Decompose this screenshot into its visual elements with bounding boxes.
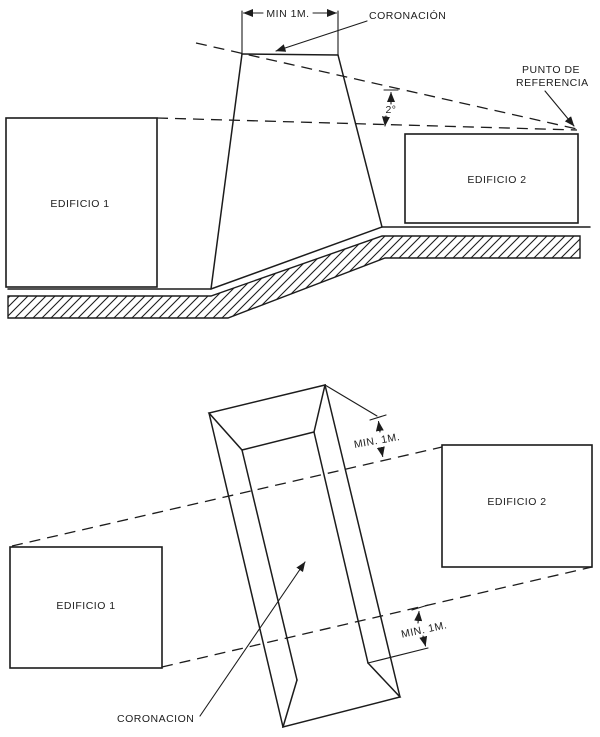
reference-point-label-line2: REFERENCIA [516,77,589,89]
building-1-label-axon: EDIFICIO 1 [56,600,116,612]
building-2-label: EDIFICIO 2 [467,174,527,186]
reference-point-callout [516,64,589,126]
building-1-label: EDIFICIO 1 [50,198,110,210]
reference-point-label-line1: PUNTO DE [522,64,581,76]
crown-leader-line [276,21,367,51]
top-clearance-dimension [325,385,401,457]
sight-line-lower [157,118,577,130]
crown-leader-line-axon [200,562,305,716]
top-clearance-dim-label: MIN. 1M. [353,431,401,451]
crown-width-dim-label: MIN 1M. [266,8,310,20]
bottom-clearance-dim-label: MIN. 1M. [400,619,449,641]
section-view [6,8,590,318]
sight-line-bottom-axon [162,567,592,667]
crown-label: CORONACIÓN [369,10,447,22]
angle-annotation [384,90,398,126]
building-2-label-axon: EDIFICIO 2 [487,496,547,508]
axonometric-view [10,385,592,727]
crown-width-dimension [242,8,338,55]
sight-line-top-axon [12,447,442,546]
angle-label: 2° [385,104,397,116]
crown-label-axon: CORONACION [117,713,195,725]
reference-point-leader-line [545,91,574,126]
